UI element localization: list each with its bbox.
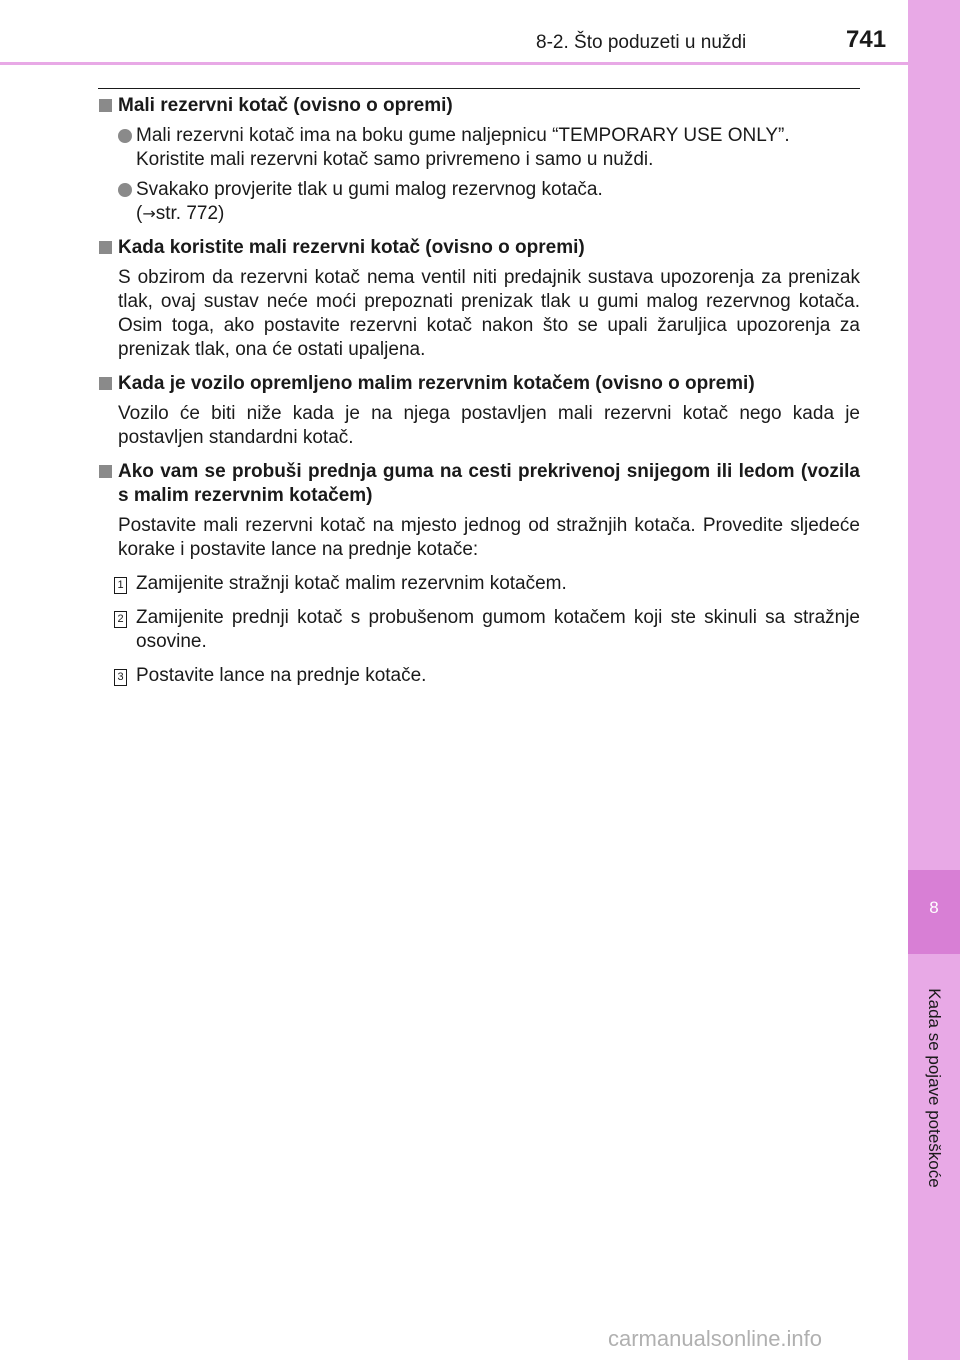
- chapter-tab[interactable]: [908, 870, 960, 954]
- ref-text: str. 772): [155, 203, 225, 224]
- step-item: [98, 606, 860, 654]
- page-content: [98, 94, 860, 688]
- step-text: Postavite lance na prednje kotače.: [136, 665, 427, 686]
- arrow-right-icon: →: [142, 204, 156, 223]
- chapter-number: 8: [929, 898, 939, 917]
- bullet-text: Koristite mali rezervni kotač samo privremeno i samo u nuždi.: [136, 149, 654, 170]
- square-bullet-icon: [99, 99, 112, 112]
- chapter-title: Kada se pojave poteškoće: [925, 988, 944, 1188]
- ref-open: (: [136, 203, 143, 224]
- square-bullet-icon: [99, 241, 112, 254]
- heading-text: Kada koristite mali rezervni kotač (ovisno o opremi): [118, 237, 585, 258]
- watermark: carmanualsonline.info: [608, 1326, 823, 1351]
- section-heading: [98, 460, 860, 508]
- bullet-text: Svakako provjerite tlak u gumi malog rezervnog kotača.: [136, 179, 603, 200]
- section-heading: [98, 372, 860, 396]
- content-rule: [98, 88, 860, 89]
- step-text: Zamijenite stražnji kotač malim rezervnim kotačem.: [136, 573, 567, 594]
- round-bullet-icon: [118, 183, 132, 197]
- step-item: [98, 664, 860, 688]
- square-bullet-icon: [99, 377, 112, 390]
- list-item: [98, 124, 860, 172]
- paragraph: S obzirom da rezervni kotač nema ventil niti predajnik sustava upozorenja za prenizak tlak, ovaj sustav neće moći prepoznati prenizak tlak u gumi malog rezervnog kotača. Osim toga, ako postavite rezervni kotač nakon što se upali žaruljica upozorenja za prenizak tlak, ona će ostati upaljena.: [118, 267, 860, 360]
- step-number: 1: [114, 577, 127, 594]
- heading-text: Ako vam se probuši prednja guma na cesti prekrivenoj snijegom ili ledom (vozila s malim rezervnim kotačem): [118, 461, 860, 506]
- section-heading: [98, 236, 860, 260]
- paragraph: Vozilo će biti niže kada je na njega postavljen mali rezervni kotač nego kada je postavljen standardni kotač.: [118, 403, 860, 448]
- heading-text: Mali rezervni kotač (ovisno o opremi): [118, 95, 453, 116]
- round-bullet-icon: [118, 129, 132, 143]
- header-rule: [0, 62, 910, 65]
- bullet-text: Mali rezervni kotač ima na boku gume naljepnicu “TEMPORARY USE ONLY”.: [136, 125, 790, 146]
- square-bullet-icon: [99, 465, 112, 478]
- step-text: Zamijenite prednji kotač s probušenom gumom kotačem koji ste skinuli sa stražnje osovine.: [136, 607, 860, 652]
- page-number: 741: [846, 26, 887, 53]
- section-title: 8-2. Što poduzeti u nuždi: [536, 32, 747, 53]
- page-reference[interactable]: [136, 202, 860, 226]
- paragraph: Postavite mali rezervni kotač na mjesto jednog od stražnjih kotača. Provedite sljedeće korake i postavite lance na prednje kotače:: [118, 515, 860, 560]
- step-number: 2: [114, 611, 127, 628]
- step-number: 3: [114, 669, 127, 686]
- step-item: [98, 572, 860, 596]
- heading-text: Kada je vozilo opremljeno malim rezervnim kotačem (ovisno o opremi): [118, 373, 755, 394]
- section-heading: [98, 94, 860, 118]
- list-item: [98, 178, 860, 226]
